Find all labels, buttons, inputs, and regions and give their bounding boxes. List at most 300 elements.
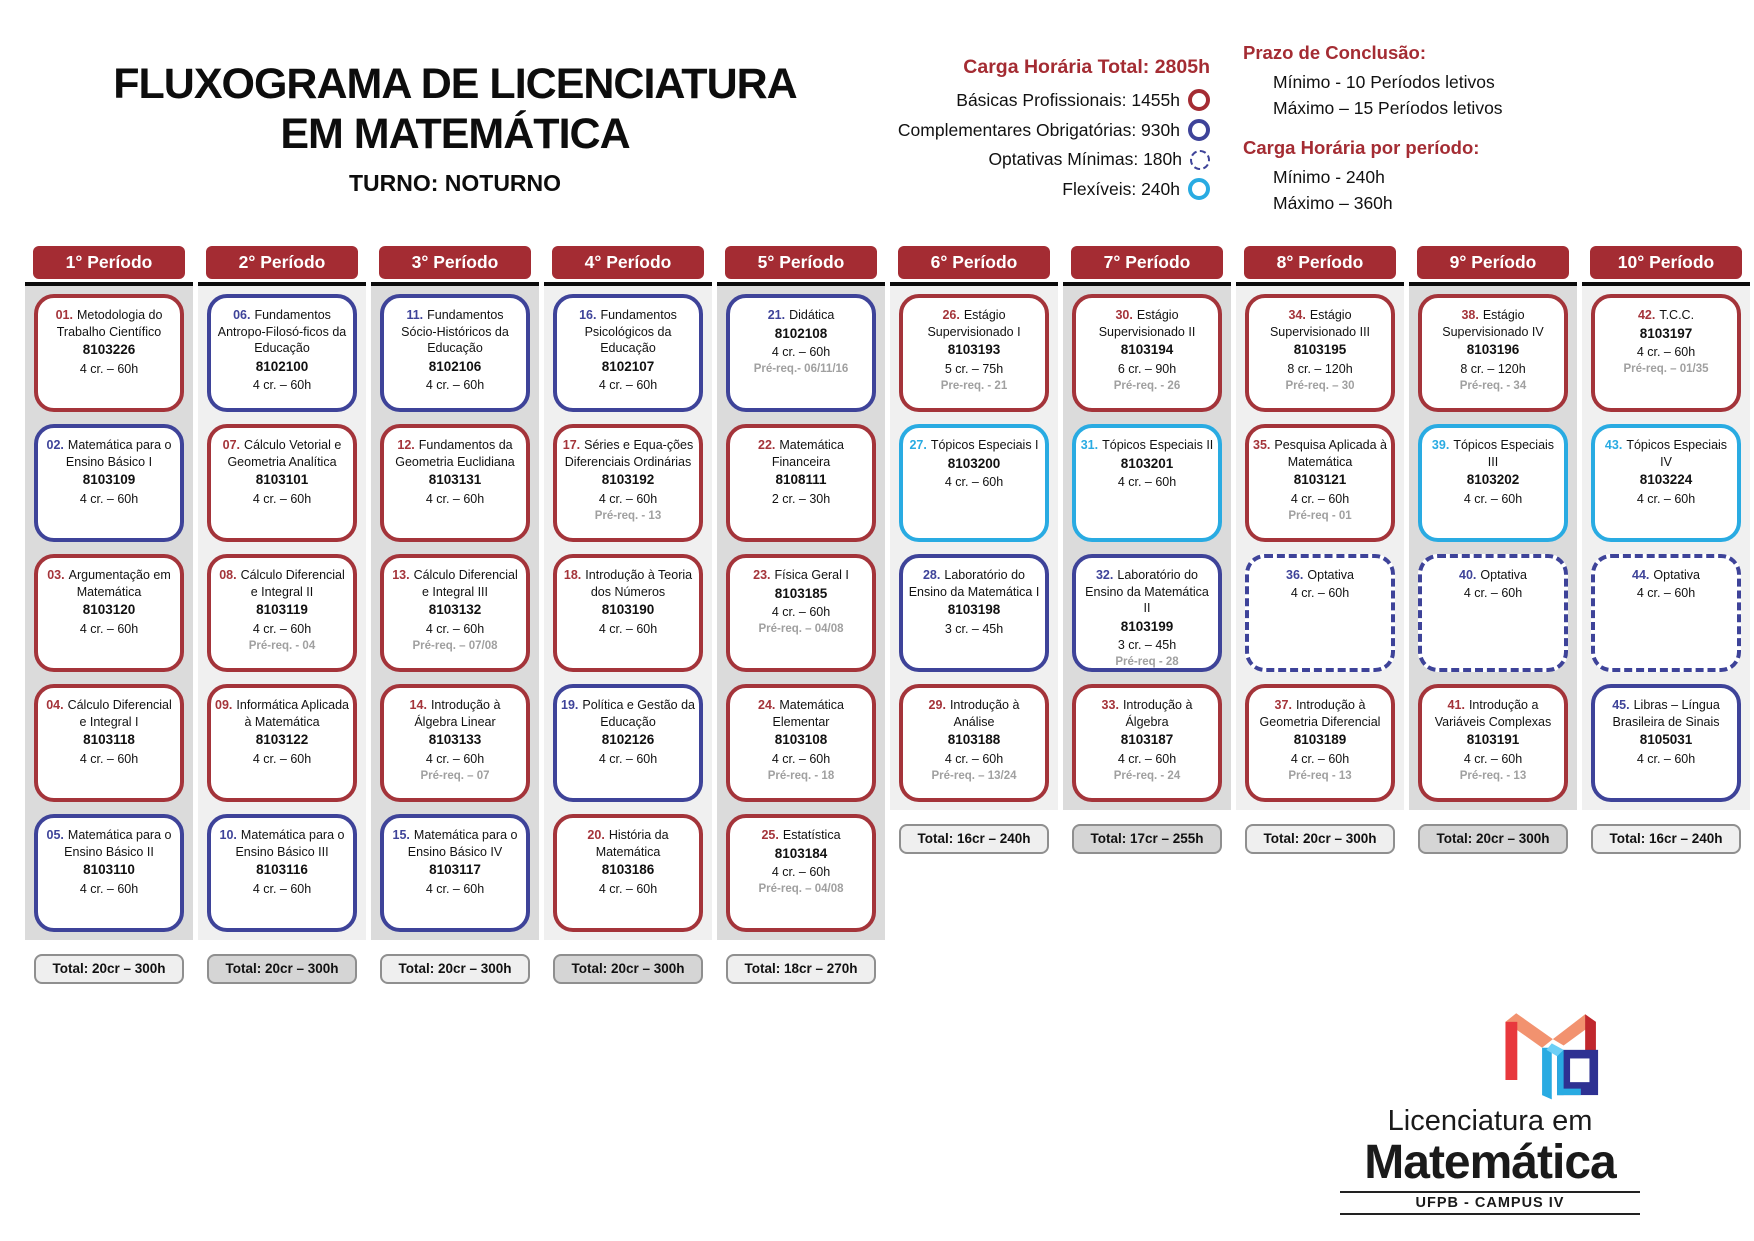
period-cards <box>1063 286 1231 810</box>
course-card <box>1072 424 1222 542</box>
course-credits: 4 cr. – 60h <box>425 621 485 636</box>
course-number: 43. <box>1604 438 1623 452</box>
course-number: 25. <box>761 828 779 842</box>
course-card <box>34 554 184 672</box>
course-code: 8103119 <box>256 602 308 617</box>
course-number: 12. <box>397 438 415 452</box>
course-code: 8103185 <box>774 585 828 601</box>
course-name: Física Geral I <box>774 568 849 582</box>
course-name: Cálculo Vetorial e Geometria Analítica <box>227 438 342 469</box>
course-code: 8103109 <box>82 472 136 487</box>
course-credits: 4 cr. – 60h <box>598 751 658 766</box>
course-credits: 4 cr. – 60h <box>1117 751 1177 766</box>
carga-title: Carga Horária por período: <box>1243 136 1480 158</box>
course-code: 8103108 <box>774 732 828 747</box>
period-total: Total: 20cr – 300h <box>553 954 703 984</box>
course-name: Estágio Supervisionado II <box>1098 308 1196 339</box>
course-card <box>34 294 184 412</box>
course-credits: 4 cr. – 60h <box>598 378 658 393</box>
course-name: Optativa <box>1480 568 1527 582</box>
course-name: Matemática Financeira <box>771 438 844 469</box>
course-code: 8108111 <box>775 472 827 487</box>
course-name: Didática <box>789 308 835 322</box>
legend-label: Flexíveis: 240h <box>1062 178 1180 199</box>
period-total: Total: 20cr – 300h <box>380 954 530 984</box>
course-card <box>380 684 530 802</box>
course-card <box>1245 294 1395 412</box>
course-name: Optativa <box>1653 568 1700 582</box>
course-card <box>1591 554 1741 672</box>
course-card <box>1245 684 1395 802</box>
course-name: Política e Gestão da Educação <box>582 698 695 729</box>
period-header: 1° Período <box>33 246 185 279</box>
course-card <box>34 424 184 542</box>
period-column-3 <box>371 246 539 984</box>
legend-label: Optativas Mínimas: 180h <box>988 149 1182 169</box>
course-name: Introdução a Variáveis Complexas <box>1434 698 1552 729</box>
course-card <box>1418 684 1568 802</box>
course-number: 04. <box>46 698 64 712</box>
course-name: Libras – Língua Brasileira de Sinais <box>1612 698 1720 729</box>
course-credits: 4 cr. – 60h <box>1290 751 1350 766</box>
legend-item-basicas <box>820 89 1210 111</box>
period-total: Total: 16cr – 240h <box>1591 824 1741 854</box>
course-number: 17. <box>562 438 581 452</box>
course-prereq: Pré-req. – 30 <box>1285 379 1355 392</box>
period-column-7 <box>1063 246 1231 984</box>
course-name: Matemática Elementar <box>772 698 844 729</box>
course-number: 20. <box>587 828 605 842</box>
course-credits: 4 cr. – 60h <box>425 751 485 766</box>
course-prereq: Pré-req. – 07/08 <box>412 639 498 652</box>
course-prereq: Pré-req. - 24 <box>1113 769 1181 782</box>
course-code: 8103192 <box>601 472 655 487</box>
course-credits: 4 cr. – 60h <box>1463 751 1523 766</box>
course-number: 02. <box>46 438 64 452</box>
course-name: Laboratório do Ensino da Matemática II <box>1085 568 1209 615</box>
course-number: 29. <box>928 698 946 712</box>
course-credits: 4 cr. – 60h <box>1636 345 1696 360</box>
course-number: 32. <box>1095 568 1114 582</box>
course-card <box>726 814 876 932</box>
period-cards <box>371 286 539 940</box>
course-credits: 4 cr. – 60h <box>1636 585 1696 600</box>
course-number: 33. <box>1101 698 1119 712</box>
course-code: 8103184 <box>774 845 828 861</box>
periods-grid <box>25 246 1750 984</box>
course-credits: 4 cr. – 60h <box>771 345 831 360</box>
course-card <box>1072 684 1222 802</box>
course-name: Introdução à Álgebra <box>1122 698 1193 729</box>
course-code: 8103193 <box>947 342 1001 357</box>
course-prereq: Pré-req.- 06/11/16 <box>753 363 849 376</box>
course-code: 8103199 <box>1120 618 1174 634</box>
course-number: 05. <box>46 828 64 842</box>
course-code: 8103200 <box>947 455 1001 471</box>
course-prereq: Pré-req. – 04/08 <box>758 883 844 896</box>
course-credits: 4 cr. – 60h <box>1463 585 1523 600</box>
legend-label: Básicas Profissionais: 1455h <box>956 89 1180 110</box>
course-code: 8103186 <box>601 862 655 877</box>
course-number: 19. <box>561 698 579 712</box>
course-number: 18. <box>563 568 582 582</box>
course-card <box>207 554 357 672</box>
course-credits: 4 cr. – 60h <box>1636 491 1696 506</box>
course-code: 8103132 <box>428 602 482 617</box>
course-number: 31. <box>1080 438 1099 452</box>
carga-max: Máximo – 360h <box>1273 192 1393 213</box>
course-card <box>207 814 357 932</box>
course-card <box>1591 684 1741 802</box>
course-card <box>380 294 530 412</box>
period-cards <box>1582 286 1750 810</box>
period-cards <box>1409 286 1577 810</box>
course-code: 8102108 <box>774 325 828 341</box>
course-code: 8103117 <box>429 862 481 877</box>
course-code: 8105031 <box>1639 732 1693 747</box>
course-code: 8103202 <box>1466 472 1520 487</box>
course-name: Cálculo Diferencial e Integral I <box>67 698 172 729</box>
navy-circle-icon <box>1188 119 1210 141</box>
course-name: Introdução à Análise <box>949 698 1020 729</box>
course-name: Metodologia do Trabalho Científico <box>56 308 163 339</box>
course-code: 8103191 <box>1466 732 1520 747</box>
course-name: Matemática para o Ensino Básico I <box>65 438 172 469</box>
course-name: Tópicos Especiais IV <box>1626 438 1728 469</box>
period-column-4 <box>544 246 712 984</box>
course-number: 36. <box>1286 568 1304 582</box>
course-name: Tópicos Especiais I <box>930 438 1039 452</box>
course-credits: 4 cr. – 60h <box>1117 475 1177 490</box>
course-name: Introdução à Geometria Diferencial <box>1259 698 1381 729</box>
brand-line2: Matemática <box>1364 1135 1616 1189</box>
course-prereq: Pré-req. – 07 <box>420 769 490 782</box>
brand-block <box>1270 1106 1710 1215</box>
course-card <box>1072 294 1222 412</box>
course-code: 8103118 <box>83 732 135 747</box>
course-card <box>380 554 530 672</box>
course-card <box>207 684 357 802</box>
course-number: 30. <box>1115 308 1133 322</box>
course-number: 21. <box>767 308 786 322</box>
prazo-max: Máximo – 15 Períodos letivos <box>1273 98 1503 119</box>
course-number: 01. <box>55 308 73 322</box>
course-number: 37. <box>1274 698 1292 712</box>
course-card <box>726 684 876 802</box>
course-number: 28. <box>922 568 941 582</box>
course-number: 39. <box>1431 438 1450 452</box>
course-name: Argumentação em Matemática <box>68 568 171 599</box>
period-column-6 <box>890 246 1058 984</box>
course-prereq: Pré-req - 13 <box>1288 769 1352 782</box>
course-prereq: Pré-req - 01 <box>1288 509 1352 522</box>
course-credits: 5 cr. – 75h <box>944 361 1004 376</box>
period-cards <box>717 286 885 940</box>
course-card <box>1591 294 1741 412</box>
course-credits: 3 cr. – 45h <box>944 621 1004 636</box>
info-block <box>1243 42 1563 216</box>
brand-line1: Licenciatura em <box>1387 1105 1593 1137</box>
course-credits: 4 cr. – 60h <box>425 881 485 896</box>
period-cards <box>1236 286 1404 810</box>
course-card <box>553 294 703 412</box>
course-name: Laboratório do Ensino da Matemática I <box>908 568 1040 599</box>
course-code: 8103131 <box>428 472 482 487</box>
course-credits: 4 cr. – 60h <box>252 378 312 393</box>
course-number: 23. <box>753 568 771 582</box>
course-number: 06. <box>233 308 251 322</box>
period-cards <box>198 286 366 940</box>
course-number: 07. <box>222 438 241 452</box>
course-prereq: Pré-req. – 13/24 <box>931 769 1017 782</box>
course-number: 22. <box>758 438 776 452</box>
prazo-title: Prazo de Conclusão: <box>1243 42 1426 63</box>
course-credits: 8 cr. – 120h <box>1287 361 1353 376</box>
title-block <box>60 60 850 197</box>
course-name: Cálculo Diferencial e Integral II <box>240 568 345 599</box>
period-header: 4° Período <box>552 246 704 279</box>
course-credits: 4 cr. – 60h <box>771 751 831 766</box>
course-prereq: Pre-req. - 21 <box>940 379 1008 392</box>
page-title-line1: FLUXOGRAMA DE LICENCIATURA <box>113 60 797 108</box>
course-code: 8103195 <box>1293 342 1347 357</box>
period-header: 3° Período <box>379 246 531 279</box>
course-code: 8102126 <box>601 732 655 747</box>
course-number: 40. <box>1459 568 1477 582</box>
course-code: 8103196 <box>1466 342 1520 357</box>
course-prereq: Pré-req. - 34 <box>1459 379 1527 392</box>
red-circle-icon <box>1188 89 1210 111</box>
course-number: 35. <box>1253 438 1271 452</box>
course-name: Optativa <box>1307 568 1354 582</box>
course-credits: 4 cr. – 60h <box>79 751 139 766</box>
course-name: Fundamentos Psicológicos da Educação <box>584 308 677 355</box>
course-code: 8102106 <box>428 358 482 374</box>
course-code: 8103110 <box>83 862 135 877</box>
course-credits: 4 cr. – 60h <box>79 491 139 506</box>
period-column-1 <box>25 246 193 984</box>
carga-min: Mínimo - 240h <box>1273 166 1385 187</box>
course-prereq: Pré-req. - 04 <box>248 639 316 652</box>
course-card <box>553 554 703 672</box>
period-column-5 <box>717 246 885 984</box>
period-cards <box>25 286 193 940</box>
period-column-10 <box>1582 246 1750 984</box>
period-column-2 <box>198 246 366 984</box>
course-name: Tópicos Especiais II <box>1102 438 1214 452</box>
course-code: 8103194 <box>1120 342 1174 357</box>
period-cards <box>544 286 712 940</box>
course-name: Séries e Equa-ções Diferenciais Ordinárias <box>564 438 694 469</box>
course-name: Matemática para o Ensino Básico III <box>235 828 345 859</box>
course-name: Fundamentos Sócio-Históricos da Educação <box>401 308 509 355</box>
course-name: Estatística <box>782 828 841 842</box>
period-cards <box>890 286 1058 810</box>
course-code: 8103121 <box>1293 472 1347 487</box>
period-header: 9° Período <box>1417 246 1569 279</box>
legend-item-complementares <box>820 119 1210 141</box>
legend <box>820 56 1210 208</box>
course-credits: 4 cr. – 60h <box>598 881 658 896</box>
course-code: 8103120 <box>82 602 136 617</box>
course-credits: 4 cr. – 60h <box>1290 491 1350 506</box>
page-subtitle-turno: TURNO: NOTURNO <box>348 169 562 196</box>
course-code: 8103133 <box>428 732 482 747</box>
period-total: Total: 17cr – 255h <box>1072 824 1222 854</box>
course-number: 38. <box>1461 308 1479 322</box>
course-code: 8102107 <box>601 358 655 374</box>
course-credits: 4 cr. – 60h <box>771 605 831 620</box>
course-name: Fundamentos Antropo-Filosó-ficos da Educação <box>217 308 347 355</box>
course-name: História da Matemática <box>595 828 669 859</box>
course-credits: 4 cr. – 60h <box>1636 751 1696 766</box>
course-credits: 4 cr. – 60h <box>252 621 312 636</box>
course-prereq: Pré-req. - 13 <box>594 509 662 522</box>
course-number: 09. <box>215 698 233 712</box>
course-code: 8103189 <box>1293 732 1347 747</box>
legend-label: Complementares Obrigatórias: 930h <box>897 119 1180 140</box>
course-code: 8103116 <box>256 862 308 877</box>
course-number: 42. <box>1637 308 1656 322</box>
course-credits: 4 cr. – 60h <box>79 881 139 896</box>
course-name: T.C.C. <box>1659 308 1695 322</box>
course-credits: 4 cr. – 60h <box>598 491 658 506</box>
course-card <box>726 554 876 672</box>
course-prereq: Pré-req. - 26 <box>1113 379 1181 392</box>
course-card <box>380 424 530 542</box>
course-card <box>1245 424 1395 542</box>
legend-item-optativas <box>820 149 1210 170</box>
course-name: Matemática para o Ensino Básico II <box>64 828 172 859</box>
course-card <box>34 684 184 802</box>
period-total: Total: 20cr – 300h <box>34 954 184 984</box>
period-total: Total: 20cr – 300h <box>1245 824 1395 854</box>
course-card <box>553 424 703 542</box>
course-card <box>553 684 703 802</box>
period-header: 8° Período <box>1244 246 1396 279</box>
course-name: Tópicos Especiais III <box>1453 438 1555 469</box>
course-card <box>726 294 876 412</box>
course-prereq: Pré-req - 28 <box>1115 656 1179 669</box>
course-credits: 4 cr. – 60h <box>79 361 139 376</box>
course-card <box>1591 424 1741 542</box>
course-number: 41. <box>1447 698 1465 712</box>
course-code: 8103198 <box>947 602 1001 617</box>
course-credits: 4 cr. – 60h <box>771 865 831 880</box>
course-card <box>1072 554 1222 672</box>
course-number: 45. <box>1612 698 1630 712</box>
course-code: 8103201 <box>1120 455 1174 471</box>
prazo-min: Mínimo - 10 Períodos letivos <box>1273 72 1495 92</box>
course-name: Cálculo Diferencial e Integral III <box>413 568 518 599</box>
course-number: 24. <box>758 698 776 712</box>
course-card <box>899 294 1049 412</box>
course-credits: 6 cr. – 90h <box>1117 361 1177 376</box>
course-name: Introdução à Teoria dos Números <box>585 568 693 599</box>
course-card <box>380 814 530 932</box>
period-column-8 <box>1236 246 1404 984</box>
course-card <box>1245 554 1395 672</box>
course-credits: 4 cr. – 60h <box>1463 491 1523 506</box>
period-header: 2° Período <box>206 246 358 279</box>
course-credits: 4 cr. – 60h <box>598 621 658 636</box>
course-card <box>207 424 357 542</box>
course-number: 27. <box>909 438 927 452</box>
course-credits: 2 cr. – 30h <box>771 491 831 506</box>
course-credits: 4 cr. – 60h <box>1290 585 1350 600</box>
course-prereq: Pré-req. – 04/08 <box>758 623 844 636</box>
course-number: 08. <box>219 568 237 582</box>
brand-campus: UFPB - CAMPUS IV <box>1340 1191 1640 1215</box>
course-name: Matemática para o Ensino Básico IV <box>407 828 518 859</box>
course-card <box>34 814 184 932</box>
course-code: 8102100 <box>255 358 309 374</box>
course-card <box>207 294 357 412</box>
course-number: 13. <box>392 568 410 582</box>
course-number: 26. <box>942 308 960 322</box>
course-code: 8103122 <box>255 732 309 747</box>
course-code: 8103187 <box>1120 732 1174 747</box>
course-card <box>1418 424 1568 542</box>
course-prereq: Pré-req. - 18 <box>767 769 835 782</box>
course-prereq: Pré-req. - 13 <box>1459 769 1527 782</box>
course-number: 10. <box>219 828 237 842</box>
cyan-circle-icon <box>1188 178 1210 200</box>
course-credits: 4 cr. – 60h <box>252 491 312 506</box>
course-number: 03. <box>47 568 65 582</box>
period-header: 7° Período <box>1071 246 1223 279</box>
period-total: Total: 18cr – 270h <box>726 954 876 984</box>
course-code: 8103190 <box>601 602 655 617</box>
period-header: 10° Período <box>1590 246 1742 279</box>
course-number: 44. <box>1632 568 1650 582</box>
course-code: 8103188 <box>947 732 1001 747</box>
period-column-9 <box>1409 246 1577 984</box>
course-name: Pesquisa Aplicada à Matemática <box>1274 438 1387 469</box>
period-total: Total: 16cr – 240h <box>899 824 1049 854</box>
course-card <box>1418 294 1568 412</box>
period-total: Total: 20cr – 300h <box>1418 824 1568 854</box>
legend-total-hours: Carga Horária Total: 2805h <box>963 56 1210 78</box>
course-name: Estágio Supervisionado III <box>1269 308 1371 339</box>
course-credits: 4 cr. – 60h <box>79 621 139 636</box>
course-code: 8103101 <box>255 472 309 487</box>
course-number: 16. <box>579 308 597 322</box>
course-number: 14. <box>409 698 427 712</box>
course-card <box>1418 554 1568 672</box>
page-title-line2: EM MATEMÁTICA <box>280 109 630 158</box>
course-name: Estágio Supervisionado I <box>927 308 1021 339</box>
course-number: 34. <box>1288 308 1306 322</box>
course-code: 8103224 <box>1639 472 1693 487</box>
period-header: 6° Período <box>898 246 1050 279</box>
course-credits: 4 cr. – 60h <box>944 751 1004 766</box>
course-card <box>553 814 703 932</box>
course-name: Fundamentos da Geometria Euclidiana <box>395 438 515 469</box>
period-header: 5° Período <box>725 246 877 279</box>
course-prereq: Pré-req. – 01/35 <box>1623 363 1709 376</box>
dashed-circle-icon <box>1190 150 1210 170</box>
course-name: Informática Aplicada à Matemática <box>236 698 349 729</box>
course-number: 15. <box>392 828 410 842</box>
math-degree-logo-icon <box>1495 996 1615 1108</box>
course-credits: 4 cr. – 60h <box>252 751 312 766</box>
course-card <box>726 424 876 542</box>
course-card <box>899 554 1049 672</box>
course-name: Introdução à Álgebra Linear <box>414 698 501 729</box>
course-card <box>899 684 1049 802</box>
course-name: Estágio Supervisionado IV <box>1442 308 1544 339</box>
